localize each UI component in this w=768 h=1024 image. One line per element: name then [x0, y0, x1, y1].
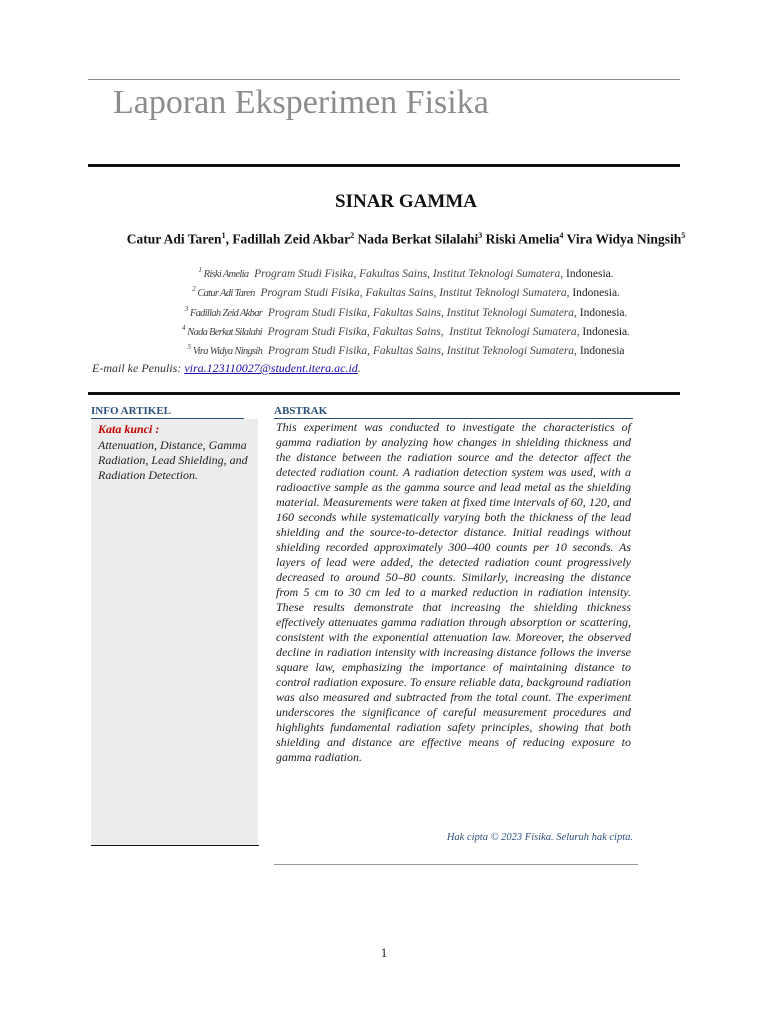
author-name: Riski Amelia — [485, 231, 560, 247]
affiliation-mark: 1 — [198, 266, 204, 274]
affiliation-author: Vira Widya Ningsih — [192, 346, 263, 358]
page-number: 1 — [380, 945, 388, 960]
copyright-rule — [274, 864, 638, 865]
affiliation-author: Nada Berkat Silalahi — [187, 326, 262, 338]
affiliation-line: $^2$ Catur Adi Taren Program Studi Fisika, Fakultas Sains, Institut Teknologi Sumatera, Indonesia. — [192, 285, 620, 300]
affiliation-line: $^1$ Riski Amelia Program Studi Fisika, Fakultas Sains, Institut Teknologi Sumatera, Indonesia. — [198, 266, 614, 280]
affiliation-country: Indonesia — [579, 306, 625, 319]
info-artikel-heading: INFO ARTIKEL — [91, 405, 244, 419]
author-affiliation-mark: 5 — [681, 231, 686, 240]
affiliation-line — [0, 340, 768, 359]
affiliation-mark: 2 — [192, 285, 198, 294]
affiliation-country: Indonesia — [566, 267, 611, 280]
affiliation-mark: 5 — [187, 343, 193, 352]
affiliation-country: Indonesia — [582, 325, 628, 338]
author-email — [92, 361, 361, 376]
abstrak-heading: ABSTRAK — [274, 405, 633, 419]
author-name: Fadillah Zeid Akbar — [232, 231, 351, 247]
affiliation-author: Catur Adi Taren — [197, 288, 255, 300]
affiliation-line: $^4$ Nada Berkat Silalahi Program Studi Fisika, Fakultas Sains, Institut Teknologi Sumatera, Indonesia. — [181, 323, 631, 338]
author-affiliation-mark: 1 — [221, 231, 226, 240]
keywords-text: Attenuation, Distance, Gamma Radiation, Lead Shielding, and Radiation Detection. — [98, 438, 248, 482]
author-affiliation-mark: 3 — [478, 231, 483, 240]
author-affiliation-mark: 2 — [350, 231, 355, 240]
affiliation-list — [0, 263, 768, 360]
affiliation-institution: Program Studi Fisika, Fakultas Sains, Institut Teknologi Sumatera, — [262, 345, 580, 358]
header-top-rule — [88, 79, 680, 80]
abstract-text: This experiment was conducted to investigate the characteristics of gamma radiation by analyzing how changes in shielding thickness and the distance between the radiation source and the detector affect the detected radiation count. A radiation detection system was used, with a radioactive sample as the gamma source and lead metal as the shielding material. Measurements were taken at fixed time intervals of 60, 120, and 160 seconds while systematically varying both the thickness of the lead shielding and the source-to-detector distance. Initial readings without shielding recorded approximately 300–400 counts per 10 seconds. As layers of lead were added, the detected radiation count progressively decreased to around 50–80 counts. Similarly, increasing the distance from 5 cm to 30 cm led to a marked reduction in radiation intensity. These results demonstrate that increasing the shielding thickness effectively attenuates gamma radiation through absorption or scattering, consistent with the exponential attenuation law. Moreover, the observed decline in radiation intensity with increasing distance follows the inverse square law, emphasizing the importance of maintaining distance to control radiation exposure. To ensure reliable data, background radiation was also measured and subtracted from the total count. The experiment underscores the significance of careful measurement procedures and highlights fundamental radiation safety principles, showing that both shielding and distance are effective means of reducing exposure to gamma radiation. — [276, 420, 631, 764]
affiliation-mark: 4 — [181, 323, 188, 332]
affiliation-author: Riski Amelia — [203, 268, 249, 280]
affiliation-line: $^3$ Fadillah Zeid Akbar Program Studi Fisika, Fakultas Sains, Institut Teknologi Sumatera, Indonesia. — [184, 304, 628, 319]
keywords-label: Kata kunci : — [98, 422, 160, 436]
email-label: E-mail ke Penulis: — [92, 361, 185, 375]
email-link[interactable]: vira.123110027@student.itera.ac.id — [184, 361, 358, 375]
copyright-notice: Hak cipta © 2023 Fisika. Seluruh hak cipta. — [446, 832, 633, 843]
journal-title: Laporan Eksperimen Fisika — [113, 84, 489, 121]
author-affiliation-mark: 4 — [559, 231, 564, 240]
author-name: Vira Widya Ningsih — [566, 231, 682, 247]
affiliation-country: Indonesia — [572, 287, 618, 300]
sidebar-bottom-rule — [91, 845, 259, 846]
header-bottom-rule — [88, 164, 680, 167]
affiliation-country: Indonesia — [579, 345, 625, 358]
affiliation-institution: Program Studi Fisika, Fakultas Sains, Institut Teknologi Sumatera, — [254, 287, 573, 300]
affiliation-institution: Program Studi Fisika, Fakultas Sains, Institut Teknologi Sumatera, — [261, 325, 583, 338]
affiliation-institution: Program Studi Fisika, Fakultas Sains, Institut Teknologi Sumatera, — [248, 267, 567, 280]
affiliation-institution: Program Studi Fisika, Fakultas Sains, Institut Teknologi Sumatera, — [262, 306, 580, 319]
affiliation-author: Fadillah Zeid Akbar — [189, 307, 263, 319]
section-divider — [88, 392, 680, 395]
article-title: SINAR GAMMA — [335, 191, 477, 212]
author-name: Catur Adi Taren — [126, 231, 222, 247]
email-end: . — [357, 361, 361, 375]
author-name: Nada Berkat Silalahi — [357, 231, 479, 247]
affiliation-mark: 3 — [184, 304, 190, 313]
author-list: Catur Adi Taren$^1$, Fadillah Zeid Akbar$^2$ Nada Berkat Silalahi$^3$ Riski Amelia$^4$ Vira Widya Ningsih$^5$ — [126, 231, 686, 247]
